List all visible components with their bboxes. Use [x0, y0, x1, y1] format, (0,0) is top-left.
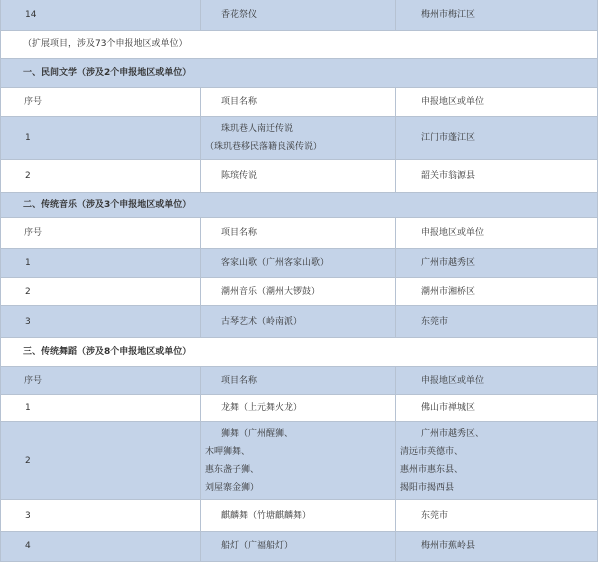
table-row: [0, 395, 598, 422]
header-number: 序号: [24, 376, 43, 386]
row-number: 3: [25, 317, 31, 327]
section-title-row: [0, 338, 598, 367]
cell-number: [1, 0, 201, 30]
cell-number: [1, 422, 201, 499]
section-title-row: [0, 193, 598, 218]
cell-project-name: [201, 160, 396, 192]
table-row: [0, 278, 598, 306]
cell-section-title: [1, 338, 599, 366]
cell-number: [1, 249, 201, 277]
header-cell-area: [396, 218, 599, 248]
cell-project-name: [201, 278, 396, 305]
cell-area: [396, 532, 599, 561]
table-row: [0, 117, 598, 160]
cell-number: [1, 395, 201, 421]
area-name: 潮州市湘桥区: [421, 287, 476, 297]
area-name: 韶关市翁源县: [421, 171, 476, 181]
project-name: 龙舞（上元舞火龙）: [221, 403, 303, 413]
header-cell-number: [1, 367, 201, 394]
project-name-line: 珠玑巷人南迁传说: [221, 124, 294, 134]
cell-area: [396, 249, 599, 277]
cell-project-name: [201, 395, 396, 421]
project-name: 潮州音乐（潮州大锣鼓）: [221, 287, 321, 297]
section-title-row: [0, 59, 598, 88]
cell-project-name: [201, 0, 396, 30]
header-cell-number: [1, 218, 201, 248]
cell-area: [396, 422, 599, 499]
header-cell-name: [201, 218, 396, 248]
header-name: 项目名称: [221, 97, 258, 107]
cell-area: [396, 278, 599, 305]
row-number: 2: [25, 171, 31, 181]
section-title: 二、传统音乐（涉及3个申报地区或单位）: [23, 200, 192, 210]
project-name: 船灯（广福船灯）: [221, 541, 294, 551]
cell-number: [1, 117, 201, 159]
area-name-line: 广州市越秀区、: [421, 429, 485, 439]
area-name-line: 惠州市惠东县、: [400, 465, 464, 475]
row-number: 1: [25, 133, 31, 143]
table-row: [0, 422, 598, 500]
row-number: 1: [25, 403, 31, 413]
area-name: 东莞市: [421, 511, 449, 521]
project-name: 客家山歌（广州客家山歌）: [221, 258, 330, 268]
cell-number: [1, 500, 201, 531]
header-cell-area: [396, 367, 599, 394]
header-number: 序号: [24, 228, 43, 238]
header-row: [0, 367, 598, 395]
area-name: 梅州市蕉岭县: [421, 541, 476, 551]
table-row: [0, 0, 598, 31]
section-title: 一、民间文学（涉及2个申报地区或单位）: [23, 68, 192, 78]
expansion-note-row: [0, 31, 598, 59]
area-name: 东莞市: [421, 317, 449, 327]
area-name-line: 揭阳市揭西县: [400, 483, 455, 493]
table-row: [0, 532, 598, 562]
cell-project-name: [201, 532, 396, 561]
header-number: 序号: [24, 97, 43, 107]
cell-number: [1, 160, 201, 192]
header-area: 申报地区或单位: [421, 228, 485, 238]
cell-project-name: [201, 306, 396, 337]
cell-section-title: [1, 59, 599, 87]
header-cell-name: [201, 88, 396, 116]
table-row: [0, 306, 598, 338]
expansion-note: （扩展项目，涉及73个申报地区或单位）: [23, 39, 188, 49]
row-number: 4: [25, 541, 31, 551]
project-name: 古琴艺术（岭南派）: [221, 317, 303, 327]
cell-project-name: [201, 117, 396, 159]
project-name-line: 狮舞（广州醒狮、: [221, 429, 294, 439]
project-name-line: 惠东盏子狮、: [205, 465, 260, 475]
project-name: 香花祭仪: [221, 10, 258, 20]
cell-number: [1, 278, 201, 305]
area-name: 梅州市梅江区: [421, 10, 476, 20]
header-name: 项目名称: [221, 376, 258, 386]
header-name: 项目名称: [221, 228, 258, 238]
table-row: [0, 500, 598, 532]
header-row: [0, 218, 598, 249]
cell-number: [1, 532, 201, 561]
cell-area: [396, 500, 599, 531]
header-row: [0, 88, 598, 117]
area-name-line: 清远市英德市、: [400, 447, 464, 457]
table-row: [0, 249, 598, 278]
cell-section-title: [1, 193, 599, 217]
row-number: 2: [25, 456, 31, 466]
cell-area: [396, 0, 599, 30]
area-name: 江门市蓬江区: [421, 133, 476, 143]
cell-project-name: [201, 500, 396, 531]
section-title: 三、传统舞蹈（涉及8个申报地区或单位）: [23, 347, 192, 357]
row-number: 14: [25, 10, 37, 20]
row-number: 1: [25, 258, 31, 268]
cell-number: [1, 306, 201, 337]
row-number: 3: [25, 511, 31, 521]
project-name-line: 刘屋寨金狮）: [205, 483, 260, 493]
cell-area: [396, 395, 599, 421]
area-name: 广州市越秀区: [421, 258, 476, 268]
header-cell-area: [396, 88, 599, 116]
cell-project-name: [201, 422, 396, 499]
cell-area: [396, 160, 599, 192]
row-number: 2: [25, 287, 31, 297]
area-name: 佛山市禅城区: [421, 403, 476, 413]
cell-area: [396, 117, 599, 159]
cell-area: [396, 306, 599, 337]
project-name: 麒麟舞（竹塘麒麟舞）: [221, 511, 312, 521]
cell-note: [1, 31, 599, 58]
project-name-line: （珠玑巷移民落籍良溪传说）: [205, 142, 323, 152]
project-name: 陈瑸传说: [221, 171, 258, 181]
header-area: 申报地区或单位: [421, 97, 485, 107]
project-name-line: 木呷狮舞、: [205, 447, 251, 457]
header-cell-name: [201, 367, 396, 394]
table-row: [0, 160, 598, 193]
header-area: 申报地区或单位: [421, 376, 485, 386]
cell-project-name: [201, 249, 396, 277]
header-cell-number: [1, 88, 201, 116]
